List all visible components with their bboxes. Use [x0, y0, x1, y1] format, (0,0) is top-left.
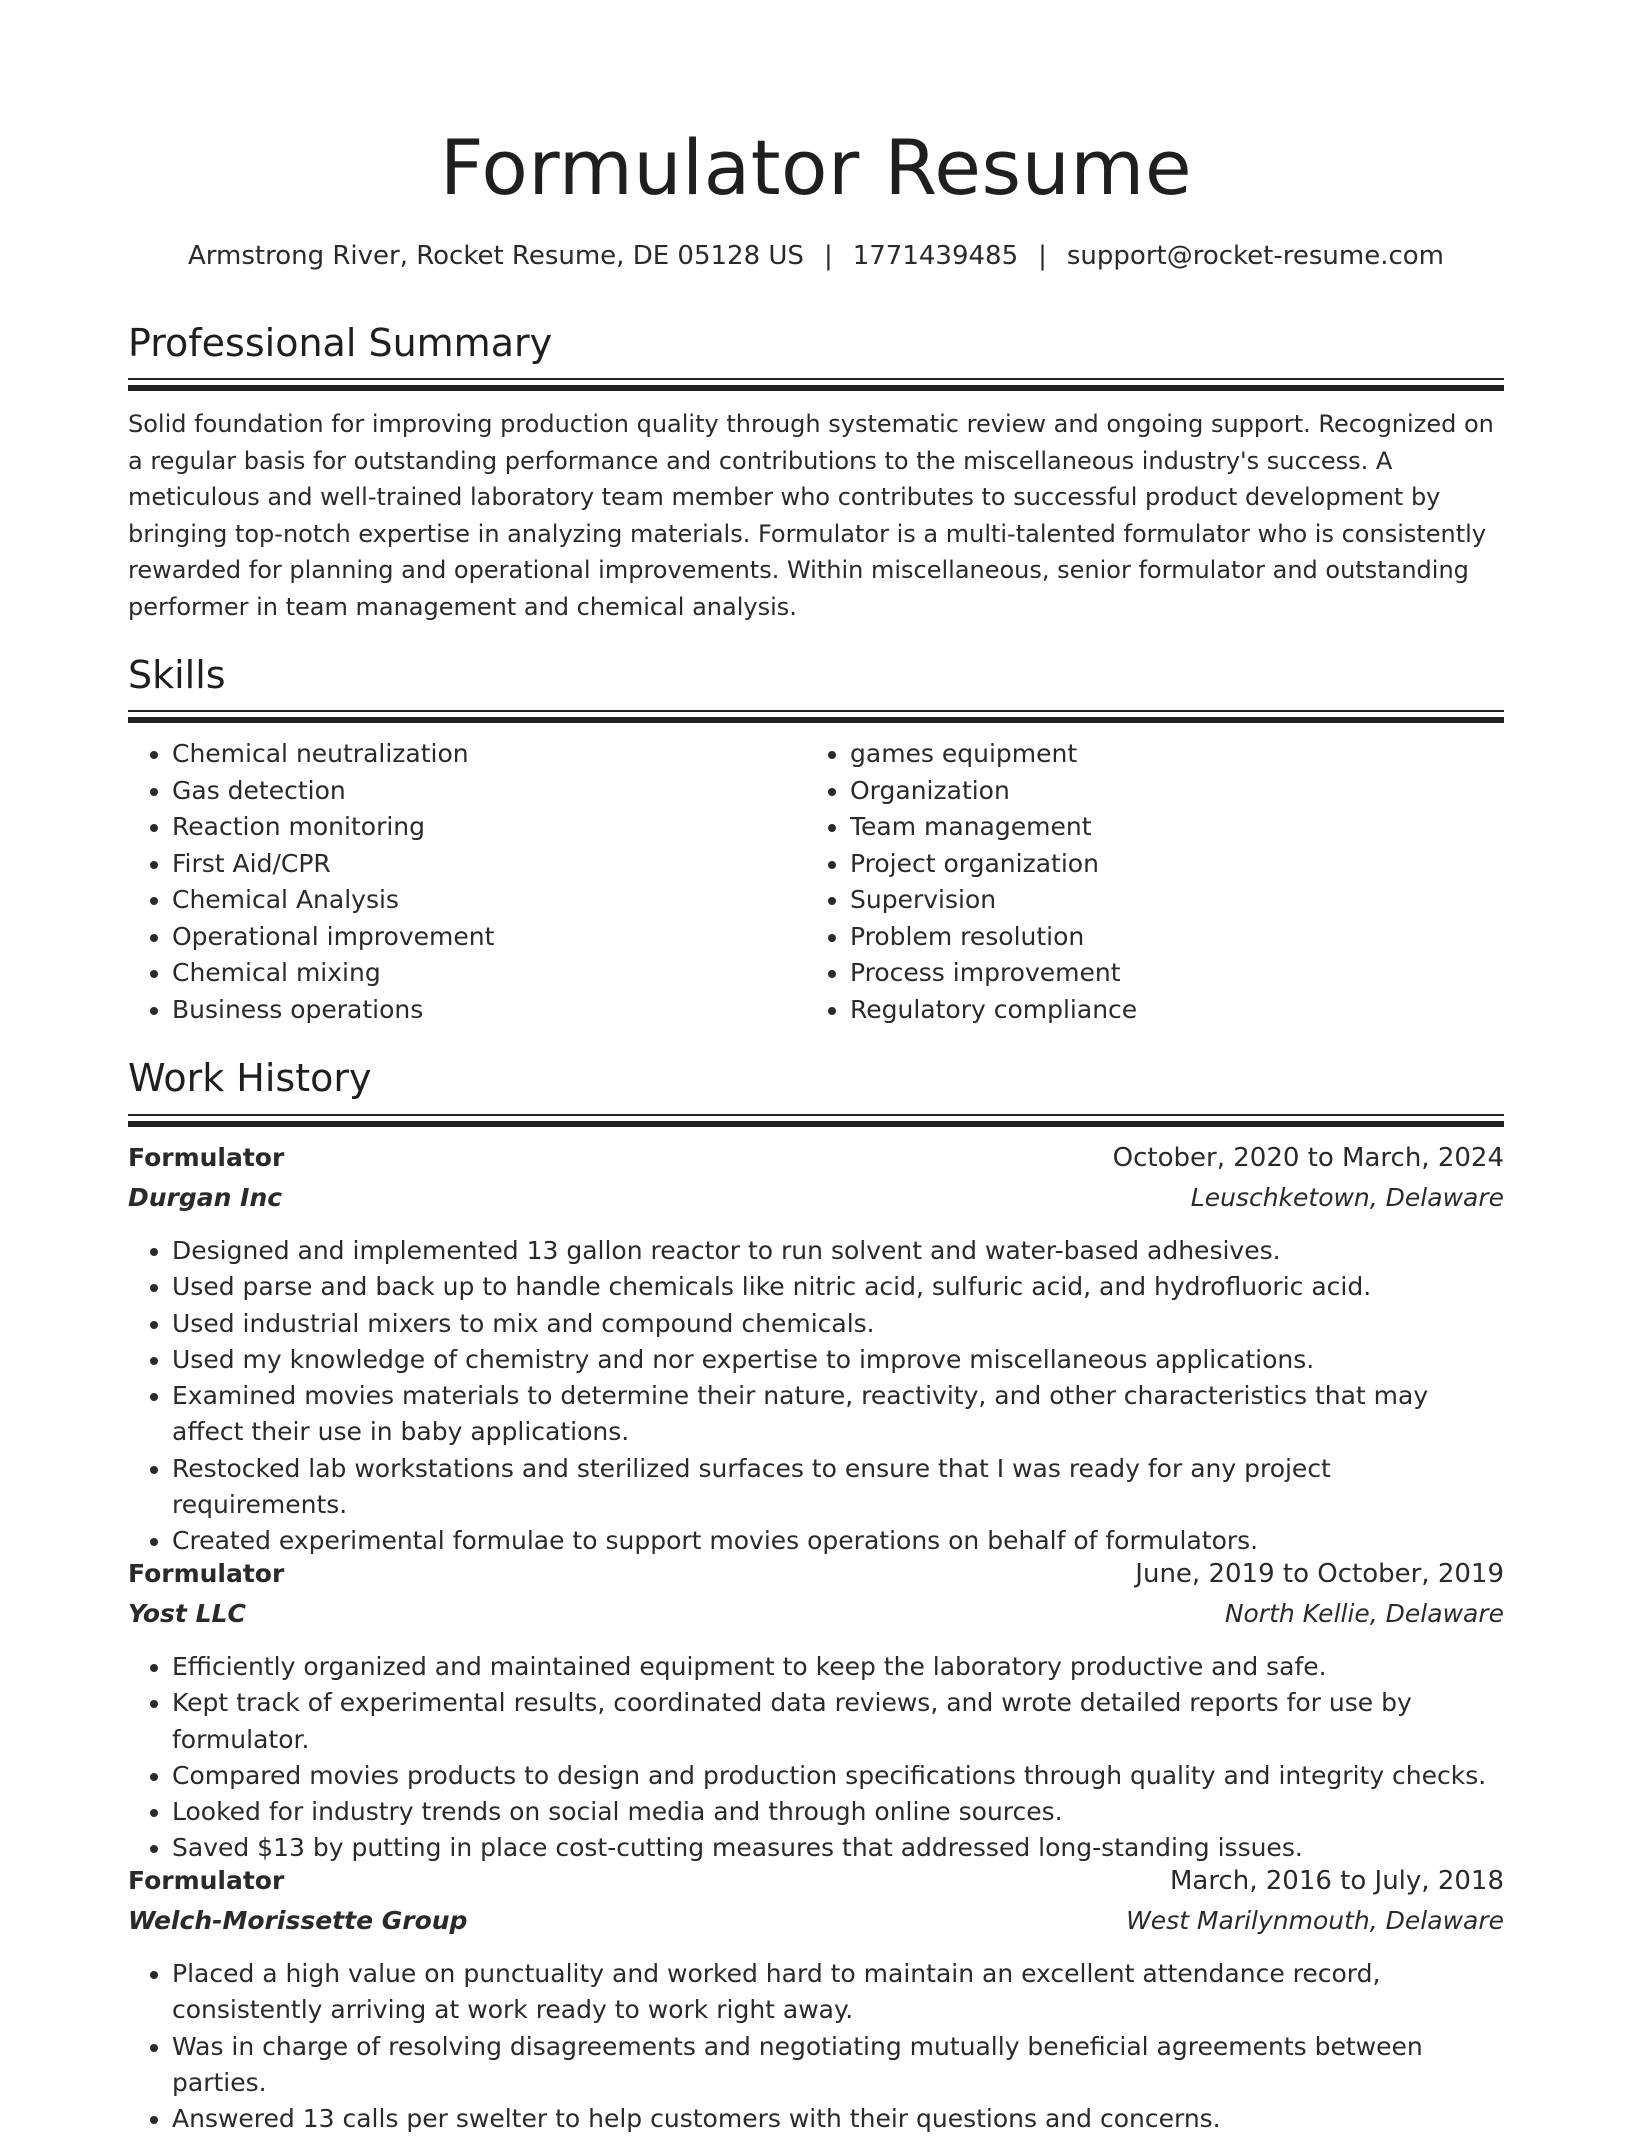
job-bullet: • Designed and implemented 13 gallon reactor to run solvent and water-based adhesives. — [172, 1233, 1504, 1269]
skill-item: • Chemical Analysis — [172, 882, 792, 919]
skills-list-left — [128, 736, 792, 1028]
job-dates: June, 2019 to October, 2019 — [1135, 1559, 1504, 1589]
job-title: Formulator — [128, 1143, 285, 1172]
contact-phone: 1771439485 — [852, 241, 1019, 271]
skill-item: • Gas detection — [172, 773, 792, 810]
job-company: Durgan Inc — [128, 1183, 283, 1212]
job-bullets — [128, 1956, 1504, 2137]
job-location: West Marilynmouth, Delaware — [1126, 1906, 1504, 1935]
job-bullet: • Saved $13 by putting in place cost-cutting measures that addressed long-standing issues. — [172, 1830, 1504, 1866]
skill-item: • Reaction monitoring — [172, 809, 792, 846]
contact-email: support@rocket-resume.com — [1066, 241, 1444, 271]
job-dates: October, 2020 to March, 2024 — [1112, 1143, 1504, 1173]
contact-address: Armstrong River, Rocket Resume, DE 05128 US — [188, 241, 804, 271]
skill-item: • Chemical neutralization — [172, 736, 792, 773]
skill-item: • Team management — [850, 809, 1500, 846]
job-location: North Kellie, Delaware — [1224, 1599, 1504, 1628]
job-bullet: • Looked for industry trends on social media and through online sources. — [172, 1794, 1504, 1830]
skill-item: • Chemical mixing — [172, 955, 792, 992]
job-entry — [128, 1866, 1504, 2137]
job-bullet: • Compared movies products to design and production specifications through quality and integrity checks. — [172, 1758, 1504, 1794]
work-history-heading: Work History — [128, 1056, 372, 1100]
contact-separator: | — [1038, 241, 1047, 271]
job-title: Formulator — [128, 1559, 285, 1588]
job-dates: March, 2016 to July, 2018 — [1169, 1866, 1504, 1896]
skills-heading: Skills — [128, 653, 226, 697]
skill-item: • Organization — [850, 773, 1500, 810]
skill-item: • Supervision — [850, 882, 1500, 919]
job-location: Leuschketown, Delaware — [1190, 1183, 1504, 1212]
job-bullet: • Restocked lab workstations and sterilized surfaces to ensure that I was ready for any project requirements. — [172, 1451, 1504, 1524]
summary-heading: Professional Summary — [128, 321, 553, 365]
section-divider — [128, 378, 1504, 392]
job-bullet: • Used my knowledge of chemistry and nor expertise to improve miscellaneous applications. — [172, 1342, 1504, 1378]
job-bullets — [128, 1649, 1504, 1867]
resume-title: Formulator Resume — [439, 123, 1193, 212]
job-bullet: • Was in charge of resolving disagreements and negotiating mutually beneficial agreements between parties. — [172, 2029, 1504, 2102]
job-bullet: • Kept track of experimental results, coordinated data reviews, and wrote detailed reports for use by formulator. — [172, 1685, 1504, 1758]
job-company: Welch-Morissette Group — [128, 1906, 468, 1935]
skill-item: • Operational improvement — [172, 919, 792, 956]
job-bullets — [128, 1233, 1504, 1560]
job-entry — [128, 1559, 1504, 1867]
skill-item: • Project organization — [850, 846, 1500, 883]
section-divider — [128, 1114, 1504, 1128]
job-bullet: • Answered 13 calls per swelter to help customers with their questions and concerns. — [172, 2101, 1504, 2137]
summary-text: Solid foundation for improving production quality through systematic review and ongoing support. Recognized on a regular basis for outstanding performance and contributions to the miscellaneous industry's success. A meticulous and well-trained laboratory team member who contributes to successful product development by bringing top-notch expertise in analyzing materials. Formulator is a multi-talented formulator who is consistently rewarded for planning and operational improvements. Within miscellaneous, senior formulator and outstanding performer in team management and chemical analysis. — [128, 410, 1494, 621]
job-company: Yost LLC — [128, 1599, 246, 1628]
job-title: Formulator — [128, 1866, 285, 1895]
job-bullet: • Created experimental formulae to support movies operations on behalf of formulators. — [172, 1523, 1504, 1559]
skill-item: • Regulatory compliance — [850, 992, 1500, 1029]
skills-list-right — [806, 736, 1500, 1028]
job-bullet: • Examined movies materials to determine their nature, reactivity, and other characteristics that may affect their use in baby applications. — [172, 1378, 1504, 1451]
skill-item: • Business operations — [172, 992, 792, 1029]
skill-item: • Process improvement — [850, 955, 1500, 992]
skill-item: • Problem resolution — [850, 919, 1500, 956]
job-bullet: • Used industrial mixers to mix and compound chemicals. — [172, 1306, 1504, 1342]
skill-item: • First Aid/CPR — [172, 846, 792, 883]
contact-line — [128, 236, 1504, 276]
job-bullet: • Used parse and back up to handle chemicals like nitric acid, sulfuric acid, and hydrofluoric acid. — [172, 1269, 1504, 1305]
section-divider — [128, 710, 1504, 724]
skill-item: • games equipment — [850, 736, 1500, 773]
job-entry — [128, 1143, 1504, 1560]
job-bullet: • Placed a high value on punctuality and worked hard to maintain an excellent attendance record, consistently arriving at work ready to work right away. — [172, 1956, 1504, 2029]
contact-separator: | — [823, 241, 833, 271]
job-bullet: • Efficiently organized and maintained equipment to keep the laboratory productive and safe. — [172, 1649, 1504, 1685]
